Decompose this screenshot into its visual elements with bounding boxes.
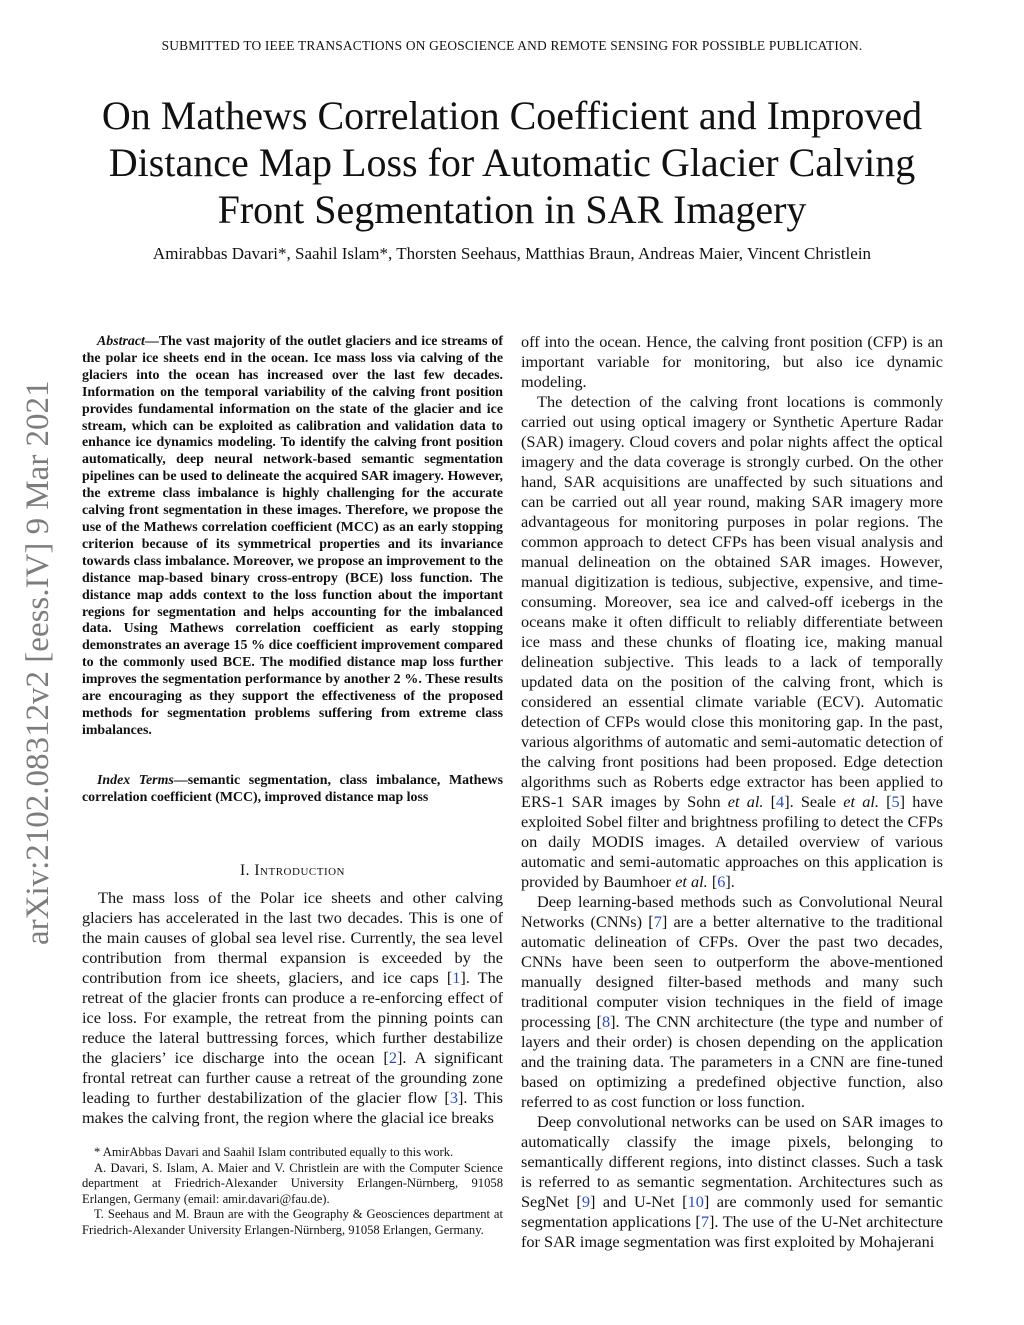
text: ] are a better alternative to the traditional automatic delineation of CFPs. Over the past two decades, CNNs have been seen to outperform the above-mentioned manually designed filter-based methods and many such traditional computer vision techniques in the field of image processing [ bbox=[521, 912, 943, 1031]
text: Deep learning-based methods such as Convolutional Neural Networks (CNNs) [ bbox=[521, 892, 943, 931]
text: The mass loss of the Polar ice sheets and other calving glaciers has accelerated in the last two decades. This is one of the main causes of global sea level rise. Currently, the sea level contribution from thermal expansion is exceeded by the contribution from ice sheets, glaciers, and ice caps [ bbox=[82, 888, 503, 987]
footnote: A. Davari, S. Islam, A. Maier and V. Christlein are with the Computer Science department at Friedrich-Alexander University Erlangen-Nürnberg, 91058 Erlangen, Germany (email: amir.davari@fau.de). bbox=[82, 1160, 503, 1206]
text: The detection of the calving front locations is commonly carried out using optical imagery or Synthetic Aperture Radar (SAR) imagery. Cloud covers and polar nights affect the optical imagery and the data coverage is strongly curbed. On the other hand, SAR acquisitions are unaffected by such situations and can be carried out all year round, making SAR imagery more advantageous for monitoring purposes in polar regions. The common approach to detect CFPs has been visual analysis and manual delineation on the obtained SAR images. However, manual digitization is tedious, subjective, expensive, and time-consuming. Moreover, sea ice and calved-off icebergs in the oceans make it often difficult to reliably differentiate between ice mass and these chunks of floating ice, making manual delineation subjective. This leads to a lack of temporally updated data on the position of the calving front, which is considered an essential climate variable (ECV). Automatic detection of CFPs would close this monitoring gap. In the past, various algorithms of automatic and semi-automatic detection of the calving front positions had been proposed. Edge detection algorithms such as Roberts edge extractor has been applied to ERS-1 SAR images by Sohn bbox=[521, 392, 943, 811]
italic-text: et al. bbox=[727, 792, 764, 811]
index-terms-text: —semantic segmentation, class imbalance, Mathews correlation coefficient (MCC), improved distance map loss bbox=[82, 773, 503, 805]
citation-link[interactable]: 9 bbox=[581, 1192, 590, 1211]
title-line: Front Segmentation in SAR Imagery bbox=[217, 187, 807, 232]
paragraph bbox=[82, 888, 503, 1128]
paragraph bbox=[521, 1112, 943, 1252]
abstract bbox=[82, 334, 503, 740]
arxiv-identifier: arXiv:2102.08312v2 [eess.IV] 9 Mar 2021 bbox=[20, 380, 56, 945]
footnotes bbox=[82, 1145, 503, 1239]
text: [ bbox=[763, 792, 777, 811]
footnote: * AmirAbbas Davari and Saahil Islam contributed equally to this work. bbox=[94, 1145, 454, 1159]
text: [ bbox=[707, 872, 718, 891]
text: ]. This makes the calving front, the region where the glacial ice breaks bbox=[82, 1088, 503, 1127]
text: ] have exploited Sobel filter and brightness profiling to detect the CFPs on daily MODIS images. A detailed overview of various automatic and semi-automatic approaches on this application is provided by Baumhoer bbox=[521, 792, 943, 891]
text: ]. A significant frontal retreat can further cause a retreat of the grounding zone leading to further destabilization of the glacier flow [ bbox=[82, 1048, 503, 1107]
citation-link[interactable]: 5 bbox=[891, 792, 900, 811]
text: ]. The CNN architecture (the type and number of layers and their order) is chosen depending on the application and the training data. The parameters in a CNN are fine-tuned based on optimizing a predefined objective function, also referred to as cost function or loss function. bbox=[521, 1012, 943, 1111]
italic-text: et al. bbox=[675, 872, 708, 891]
introduction-right-column bbox=[521, 332, 943, 1252]
text: ]. Seale bbox=[784, 792, 844, 811]
citation-link[interactable]: 3 bbox=[449, 1088, 458, 1107]
text: [ bbox=[878, 792, 892, 811]
citation-link[interactable]: 2 bbox=[388, 1048, 397, 1067]
section-heading: I. Introduction bbox=[239, 862, 345, 879]
introduction-left-column bbox=[82, 888, 503, 1128]
text: ] are commonly used for semantic segmentation applications [ bbox=[521, 1192, 944, 1231]
paper-title bbox=[60, 92, 964, 233]
citation-link[interactable]: 4 bbox=[776, 792, 785, 811]
title-line: On Mathews Correlation Coefficient and Improved bbox=[101, 93, 923, 138]
footnote: T. Seehaus and M. Braun are with the Geography & Geosciences department at Friedrich-Alexander University Erlangen-Nürnberg, 91058 Erlangen, Germany. bbox=[82, 1207, 503, 1237]
citation-link[interactable]: 8 bbox=[601, 1012, 611, 1031]
text: ]. The retreat of the glacier fronts can produce a re-enforcing effect of ice loss. For example, the retreat from the pinning points can reduce the lateral buttressing forces, which further destabilize the glaciers’ ice discharge into the ocean [ bbox=[82, 968, 503, 1067]
running-header: SUBMITTED TO IEEE TRANSACTIONS ON GEOSCIENCE AND REMOTE SENSING FOR POSSIBLE PUBLICATION. bbox=[161, 38, 863, 53]
paragraph bbox=[521, 332, 943, 392]
paragraph bbox=[521, 392, 943, 892]
citation-link[interactable]: 7 bbox=[700, 1212, 709, 1231]
index-terms-label: Index Terms bbox=[97, 773, 174, 788]
abstract-label: Abstract bbox=[97, 334, 145, 349]
italic-text: et al. bbox=[843, 792, 879, 811]
text: ] and U-Net [ bbox=[590, 1192, 688, 1211]
text: ]. bbox=[725, 872, 735, 891]
abstract-text: —The vast majority of the outlet glaciers and ice streams of the polar ice sheets end in the ocean. Ice mass loss via calving of the glaciers into the ocean has increased over the last few decades. Information on the temporal variability of the calving front position provides fundamental information on the state of the glacier and ice stream, which can be exploited as calibration and validation data to enhance ice dynamics modeling. To identify the calving front position automatically, deep neural network-based semantic segmentation pipelines can be used to delineate the acquired SAR imagery. However, the extreme class imbalance is highly challenging for the accurate calving front segmentation in these images. Therefore, we propose the use of the Mathews correlation coefficient (MCC) as an early stopping criterion because of its symmetrical properties and its invariance towards class imbalance. Moreover, we propose an improvement to the distance map-based binary cross-entropy (BCE) loss function. The distance map adds context to the loss function about the important regions for segmentation and helps accounting for the imbalanced data. Using Mathews correlation coefficient as early stopping demonstrates an average 15 % dice coefficient improvement compared to the commonly used BCE. The modified distance map loss further improves the segmentation performance by another 2 %. These results are encouraging as they support the effectiveness of the proposed methods for segmentation problems suffering from extreme class imbalances. bbox=[82, 334, 503, 738]
text: off into the ocean. Hence, the calving front position (CFP) is an important variable for monitoring, but also ice dynamic modeling. bbox=[521, 332, 943, 391]
index-terms bbox=[82, 773, 503, 807]
author-list: Amirabbas Davari*, Saahil Islam*, Thorsten Seehaus, Matthias Braun, Andreas Maier, Vincent Christlein bbox=[152, 244, 872, 263]
title-line: Distance Map Loss for Automatic Glacier Calving bbox=[108, 140, 916, 185]
citation-link[interactable]: 7 bbox=[653, 912, 662, 931]
text: Deep convolutional networks can be used on SAR images to automatically classify the image pixels, belonging to semantically different regions, into distinct classes. Such a task is referred to as semantic segmentation. Architectures such as SegNet [ bbox=[521, 1112, 943, 1211]
citation-link[interactable]: 6 bbox=[717, 872, 726, 891]
paragraph bbox=[521, 892, 943, 1112]
citation-link[interactable]: 1 bbox=[452, 968, 461, 987]
text: ]. The use of the U-Net architecture for SAR image segmentation was first exploited by Mohajerani bbox=[521, 1212, 944, 1251]
citation-link[interactable]: 10 bbox=[687, 1192, 704, 1211]
